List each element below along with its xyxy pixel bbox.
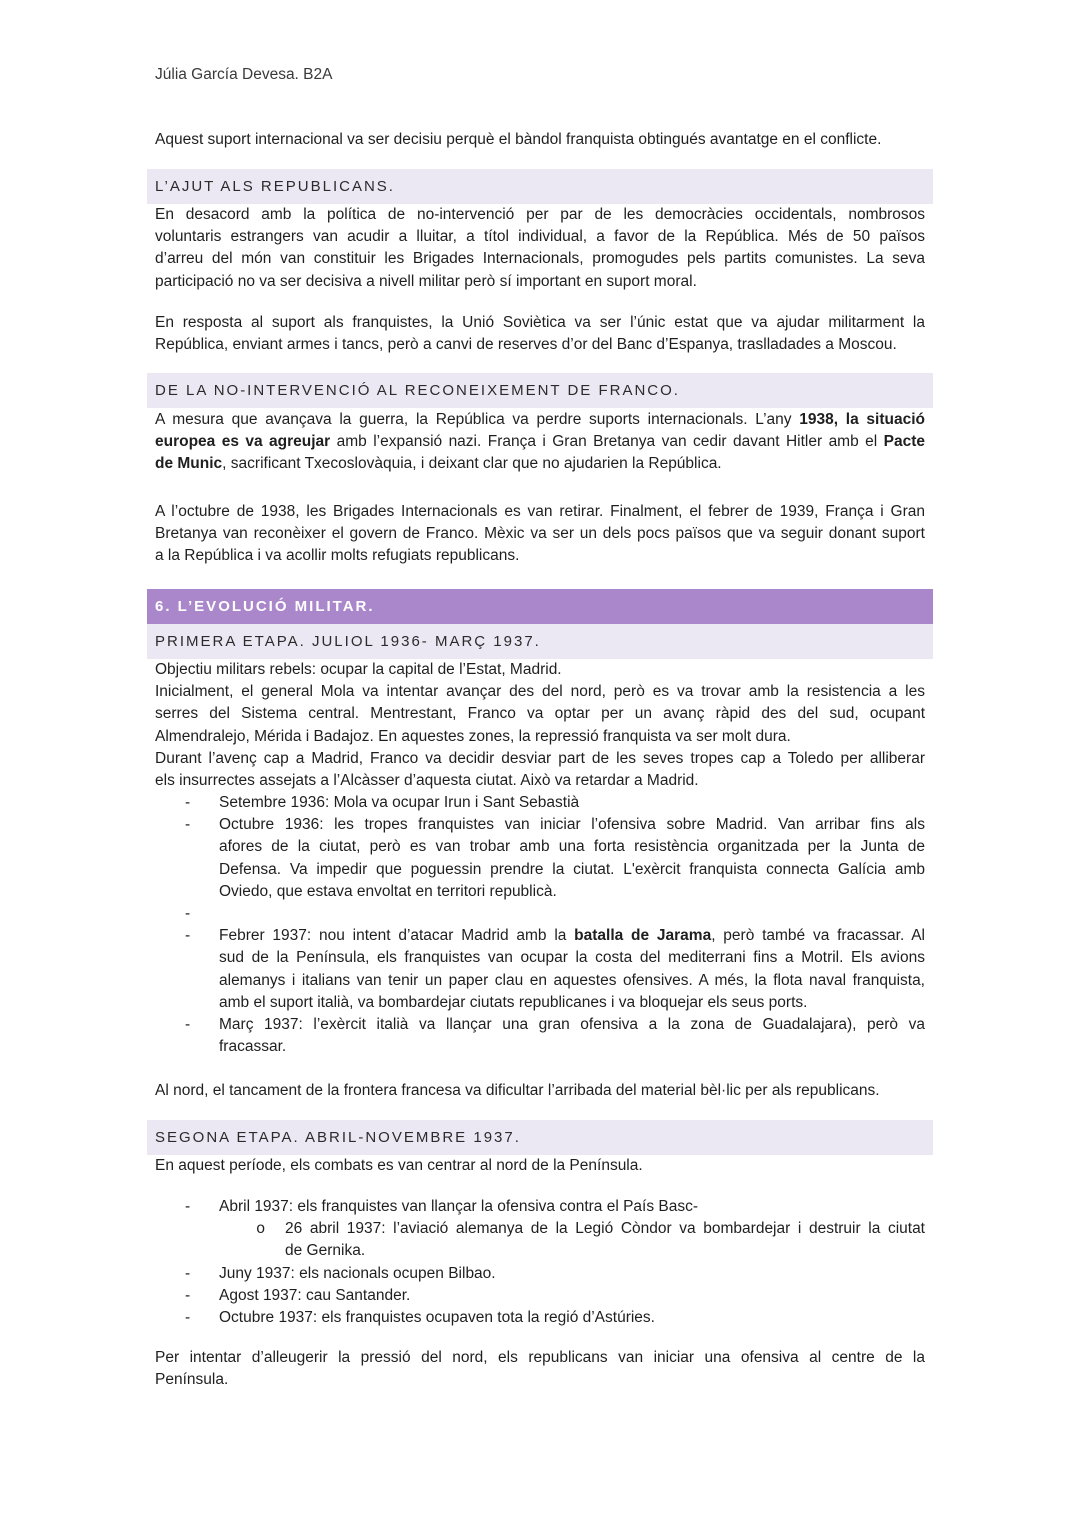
text-line: participació no va ser decisiva a nivell militar però sí important en suport moral. [155,272,697,290]
text-line: a la República i va acollir molts refugiats republicans. [155,547,520,565]
list-marker: - [185,904,191,922]
text-line: d’arreu del món van constituir les Brigades Internacionals, promogudes pels partits comunistes. La seva [155,250,925,268]
section-heading-text: DE LA NO-INTERVENCIÓ AL RECONEIXEMENT DE FRANCO. [155,382,680,399]
paragraph [155,1155,925,1177]
paragraph [155,129,925,151]
text-line: Agost 1937: cau Santander. [219,1286,411,1304]
text-segment: Febrer 1937: nou intent d’atacar Madrid amb la [219,927,575,945]
text-line: Bretanya van reconèixer el govern de Franco. Mèxic va ser un dels pocs països que va seguir donant suport [155,525,925,543]
section-heading [147,169,933,204]
section-heading [147,1120,933,1155]
text-line: Defensa. Va impedir que poguessin prendre la ciutat. L'exèrcit franquista connecta Galícia amb [219,860,925,878]
text-line: amb el suport italià, va bombardejar ciutats republicanes i va bloquejar els seus ports. [219,993,808,1011]
paragraph [155,409,925,476]
text-line: Març 1937: l’exèrcit italià va llançar una gran ofensiva a la zona de Guadalajara), però va [219,1015,925,1033]
text-line: voluntaris estrangers van acudir a lluitar, a títol individual, a favor de la República. Més de 50 països [155,228,925,246]
list-marker: - [185,1308,191,1326]
text-line: En desacord amb la política de no-intervenció per par de les democràcies occidentals, nombrosos [155,206,925,223]
bold-segment: de Munic [155,455,223,473]
list-item [155,903,925,925]
text-line: Octubre 1937: els franquistes ocupaven tota la regió d’Astúries. [219,1308,655,1326]
paragraph [155,1080,925,1102]
sub-list-marker: o [256,1220,266,1239]
list-marker: - [185,816,191,834]
text-line [219,925,925,947]
author-line: Júlia García Devesa. B2A [155,66,333,83]
section-heading-text: L’AJUT ALS REPUBLICANS. [155,178,395,195]
list-marker: - [185,1286,191,1304]
text-line: afores de la ciutat, però es van trobar amb una forta resistència organitzada per la Junta de [219,838,925,856]
text-line: Abril 1937: els franquistes van llançar la ofensiva contra el País Basc- [219,1198,699,1215]
text-segment: amb l’expansió nazi. França i Gran Bretanya van cedir davant Hitler amb el [330,433,884,451]
text-line: Objectiu militars rebels: ocupar la capital de l’Estat, Madrid. [155,661,562,678]
list-marker: - [185,1198,191,1215]
page-header [155,64,925,86]
paragraph [155,312,925,356]
list-item [155,1263,925,1285]
bold-segment: batalla de Jarama [574,927,712,945]
text-line: Juny 1937: els nacionals ocupen Bilbao. [219,1264,496,1282]
text-line [155,409,925,431]
text-line: sud de la Península, els franquistes van ocupar la costa del mediterrani fins a Motril. Els avions [219,949,925,967]
list-item [155,792,925,814]
text-line: Aquest suport internacional va ser decisiu perquè el bàndol franquista obtingués avantatge en el conflicte. [155,131,882,148]
text-line: fracassar. [219,1038,287,1056]
paragraph [155,501,925,568]
section-heading-text: SEGONA ETAPA. ABRIL-NOVEMBRE 1937. [155,1129,521,1146]
paragraph [155,659,925,792]
text-line: els insurrectes assejats a l’Alcàsser d’aquesta ciutat. Això va retardar a Madrid. [155,771,699,789]
text-line: de Gernika. [285,1242,366,1260]
text-line: 26 abril 1937: l’aviació alemanya de la Legió Còndor va bombardejar i destruir la ciutat [285,1220,925,1238]
text-line: Setembre 1936: Mola va ocupar Irun i Sant Sebastià [219,794,580,811]
list-item [155,1014,925,1058]
list-item [155,1196,925,1263]
section-heading-text: PRIMERA ETAPA. JULIOL 1936- MARÇ 1937. [155,633,541,650]
event-list [155,792,925,1058]
text-line: República, enviant armes i tancs, però a canvi de reserves d’or del Banc d’Espanya, traslladades a Moscou. [155,336,897,354]
list-marker: - [185,794,191,811]
list-item [155,814,925,903]
text-line: A l’octubre de 1938, les Brigades Internacionals es van retirar. Finalment, el febrer de 1939, França i Gran [155,503,925,520]
section-heading [147,624,933,659]
text-line: En resposta al suport als franquistes, la Unió Soviètica va ser l’únic estat que va ajudar militarment la [155,314,925,331]
list-item [155,925,925,1014]
text-segment: , però també va fracassar. Al [711,927,925,945]
text-line: Península. [155,1371,229,1389]
text-line [155,431,925,453]
text-line: Per intentar d’alleugerir la pressió del nord, els republicans van iniciar una ofensiva al centre de la [155,1349,925,1366]
chapter-heading-text: 6. L’EVOLUCIÓ MILITAR. [155,598,375,615]
text-segment: , sacrificant Txecoslovàquia, i deixant clar que no ajudarien la República. [222,455,722,473]
text-line: Inicialment, el general Mola va intentar avançar des del nord, però es va trovar amb la resistencia a les [155,683,925,701]
text-line: serres del Sistema central. Mentrestant, Franco va optar per un avanç ràpid des del sud, ocupant [155,705,925,723]
sub-list-item [219,1218,925,1262]
bold-segment: Pacte [883,433,925,451]
text-line: Octubre 1936: les tropes franquistes van iniciar l’ofensiva sobre Madrid. Van arribar fins als [219,816,925,834]
text-line: Almendralejo, Mérida i Badajoz. En aquestes zones, la repressió franquista va ser molt dura. [155,727,791,745]
list-marker: - [185,1015,191,1033]
list-marker: - [185,927,191,945]
bold-segment: europea es va agreujar [155,433,331,451]
paragraph [155,1347,925,1391]
list-item [155,1307,925,1329]
list-marker: - [185,1264,191,1282]
text-line: En aquest període, els combats es van centrar al nord de la Península. [155,1157,643,1174]
chapter-heading [147,589,933,624]
list-item [155,1285,925,1307]
text-segment: A mesura que avançava la guerra, la República va perdre suports internacionals. L’any [155,411,800,428]
event-list [155,1196,925,1329]
section-heading [147,373,933,408]
text-line: Durant l’avenç cap a Madrid, Franco va decidir desviar part de les seves tropes cap a Toledo per alliberar [155,749,925,767]
paragraph [155,204,925,293]
text-line: alemanys i italians van tenir un paper clau en aquestes ofensives. A més, la flota naval franquista, [219,971,925,989]
text-line [155,453,925,475]
text-line: Oviedo, que estava envoltat en territori republicà. [219,882,557,900]
text-line: Al nord, el tancament de la frontera francesa va dificultar l’arribada del material bèl·lic per als republicans. [155,1082,880,1099]
bold-segment: 1938, la situació [799,411,926,428]
